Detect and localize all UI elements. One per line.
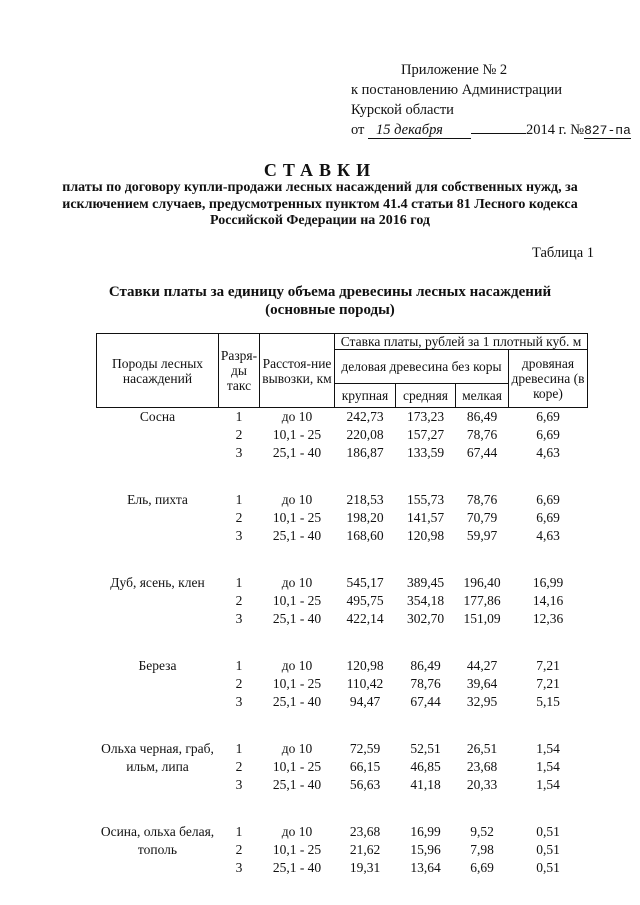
cell-firewood: 7,21 (536, 658, 560, 673)
cell-firewood: 7,21 (536, 676, 560, 691)
cell-distance: 10,1 - 25 (272, 759, 322, 774)
table-row (97, 408, 588, 427)
cell-large: 21,62 (349, 842, 381, 857)
cell-medium: 16,99 (410, 824, 441, 839)
appendix-line-2: к постановлению Администрации (351, 82, 562, 98)
cell-firewood: 16,99 (532, 575, 564, 590)
cell-medium: 302,70 (406, 611, 445, 626)
cell-large: 186,87 (346, 445, 384, 460)
cell-large: 198,20 (346, 510, 384, 525)
cell-medium: 157,27 (406, 427, 445, 442)
cell-distance: 25,1 - 40 (272, 860, 322, 875)
appendix-date-blank (471, 133, 526, 134)
cell-distance: 25,1 - 40 (272, 445, 322, 460)
cell-medium: 141,57 (406, 510, 445, 525)
table-row (97, 740, 588, 758)
cell-firewood: 6,69 (536, 409, 560, 424)
cell-large: 168,60 (346, 528, 384, 543)
cell-distance: 10,1 - 25 (272, 842, 322, 857)
cell-small: 86,49 (466, 409, 498, 424)
cell-small: 70,79 (466, 510, 498, 525)
cell-small: 9,52 (470, 824, 494, 839)
cell-grade: 2 (235, 842, 243, 857)
table-row (97, 491, 588, 509)
header-medium: средняя (396, 384, 456, 408)
cell-small: 7,98 (470, 842, 494, 857)
cell-firewood: 12,36 (532, 611, 564, 626)
species-name: Сосна (139, 409, 176, 424)
cell-grade: 3 (235, 694, 243, 709)
cell-distance: 10,1 - 25 (272, 676, 322, 691)
cell-firewood: 1,54 (536, 777, 560, 792)
cell-small: 20,33 (466, 777, 498, 792)
cell-distance: до 10 (281, 658, 313, 673)
cell-firewood: 1,54 (536, 741, 560, 756)
header-business-wood: деловая древесина без коры (335, 350, 509, 384)
cell-medium: 78,76 (410, 676, 441, 691)
cell-small: 59,97 (466, 528, 498, 543)
header-large: крупная (335, 384, 396, 408)
cell-grade: 1 (235, 492, 243, 507)
appendix-line-1: Приложение № 2 (401, 62, 508, 78)
table-row (97, 574, 588, 592)
cell-distance: 25,1 - 40 (272, 694, 322, 709)
header-distance: Расстоя-ние вывозки, км (260, 334, 335, 408)
cell-distance: до 10 (281, 492, 313, 507)
cell-medium: 41,18 (410, 777, 441, 792)
rates-table-body (97, 408, 588, 878)
table-row (97, 657, 588, 675)
cell-distance: 10,1 - 25 (272, 427, 322, 442)
cell-grade: 1 (235, 824, 243, 839)
cell-distance: 25,1 - 40 (272, 611, 322, 626)
appendix-date: 15 декабря (368, 123, 471, 139)
cell-firewood: 0,51 (536, 842, 560, 857)
cell-distance: 25,1 - 40 (272, 777, 322, 792)
header-small: мелкая (456, 384, 509, 408)
cell-grade: 2 (235, 676, 243, 691)
cell-medium: 133,59 (406, 445, 445, 460)
cell-firewood: 0,51 (536, 860, 560, 875)
appendix-number: 827-па (584, 123, 631, 138)
rates-table (96, 333, 588, 877)
header-rate-group: Ставка платы, рублей за 1 плотный куб. м (335, 334, 588, 350)
species-name: Береза (138, 658, 177, 673)
cell-medium: 13,64 (410, 860, 441, 875)
cell-grade: 3 (235, 860, 243, 875)
cell-medium: 354,18 (406, 593, 445, 608)
cell-large: 242,73 (346, 409, 384, 424)
cell-firewood: 14,16 (532, 593, 564, 608)
cell-firewood: 0,51 (536, 824, 560, 839)
cell-grade: 1 (235, 741, 243, 756)
cell-large: 495,75 (346, 593, 384, 608)
cell-medium: 120,98 (406, 528, 445, 543)
cell-small: 32,95 (466, 694, 498, 709)
cell-grade: 2 (235, 427, 243, 442)
cell-distance: 25,1 - 40 (272, 528, 322, 543)
section-title: Ставки платы за единицу объема древесины лесных насаждений (основные породы) (108, 284, 552, 318)
cell-grade: 1 (235, 575, 243, 590)
cell-small: 177,86 (463, 593, 501, 608)
cell-firewood: 6,69 (536, 510, 560, 525)
cell-large: 422,14 (346, 611, 384, 626)
appendix-line-3: Курской области (351, 102, 454, 118)
cell-large: 218,53 (346, 492, 384, 507)
cell-firewood: 4,63 (536, 528, 560, 543)
table-label: Таблица 1 (531, 245, 594, 261)
appendix-block (351, 60, 631, 140)
cell-grade: 3 (235, 611, 243, 626)
cell-small: 44,27 (466, 658, 498, 673)
species-name: Ель, пихта (127, 492, 188, 507)
cell-small: 67,44 (466, 445, 498, 460)
cell-small: 151,09 (463, 611, 501, 626)
cell-distance: до 10 (281, 824, 313, 839)
cell-distance: до 10 (281, 575, 313, 590)
cell-medium: 67,44 (410, 694, 441, 709)
cell-large: 220,08 (346, 427, 384, 442)
cell-distance: 10,1 - 25 (272, 510, 322, 525)
cell-large: 23,68 (349, 824, 381, 839)
cell-small: 78,76 (466, 427, 498, 442)
cell-medium: 86,49 (410, 658, 441, 673)
cell-grade: 2 (235, 593, 243, 608)
cell-grade: 1 (235, 409, 243, 424)
cell-medium: 15,96 (410, 842, 441, 857)
group-spacer (97, 462, 588, 491)
cell-large: 545,17 (346, 575, 384, 590)
cell-small: 23,68 (466, 759, 498, 774)
document-title: СТАВКИ (263, 160, 377, 180)
cell-grade: 3 (235, 528, 243, 543)
cell-firewood: 6,69 (536, 427, 560, 442)
cell-large: 19,31 (349, 860, 381, 875)
header-firewood: дровяная древесина (в коре) (509, 350, 588, 408)
species-name: Осина, ольха белая, тополь (100, 824, 215, 857)
species-name: Дуб, ясень, клен (110, 575, 205, 590)
cell-small: 6,69 (470, 860, 494, 875)
cell-large: 110,42 (346, 676, 384, 691)
cell-distance: до 10 (281, 409, 313, 424)
table-row (97, 823, 588, 841)
cell-grade: 3 (235, 445, 243, 460)
group-spacer (97, 711, 588, 740)
species-name: Ольха черная, граб, ильм, липа (101, 741, 214, 774)
cell-medium: 155,73 (406, 492, 445, 507)
appendix-year: 2014 г. № (526, 122, 585, 138)
cell-small: 78,76 (466, 492, 498, 507)
group-spacer (97, 794, 588, 823)
header-species: Породы лесных насаждений (97, 334, 219, 408)
cell-firewood: 6,69 (536, 492, 560, 507)
appendix-date-line (351, 120, 631, 140)
cell-large: 56,63 (349, 777, 381, 792)
group-spacer (97, 628, 588, 657)
cell-medium: 173,23 (406, 409, 445, 424)
cell-large: 72,59 (349, 741, 381, 756)
cell-small: 196,40 (463, 575, 501, 590)
cell-distance: 10,1 - 25 (272, 593, 322, 608)
cell-grade: 3 (235, 777, 243, 792)
cell-grade: 1 (235, 658, 243, 673)
cell-grade: 2 (235, 759, 243, 774)
cell-firewood: 5,15 (536, 694, 560, 709)
cell-grade: 2 (235, 510, 243, 525)
cell-small: 26,51 (466, 741, 498, 756)
group-spacer (97, 545, 588, 574)
cell-large: 66,15 (349, 759, 381, 774)
appendix-from: от (351, 122, 365, 138)
cell-medium: 389,45 (406, 575, 445, 590)
cell-medium: 46,85 (410, 759, 441, 774)
cell-firewood: 4,63 (536, 445, 560, 460)
cell-firewood: 1,54 (536, 759, 560, 774)
cell-small: 39,64 (466, 676, 498, 691)
cell-large: 94,47 (349, 694, 381, 709)
cell-medium: 52,51 (410, 741, 441, 756)
cell-distance: до 10 (281, 741, 313, 756)
document-subtitle: платы по договору купли-продажи лесных насаждений для собственных нужд, за исключением случаев, предусмотренных пунктом 41.4 статьи 81 Лесного кодекса Российской Федерации на 2016 год (62, 180, 578, 228)
cell-large: 120,98 (346, 658, 384, 673)
header-grade: Разря-ды такс (219, 334, 260, 408)
